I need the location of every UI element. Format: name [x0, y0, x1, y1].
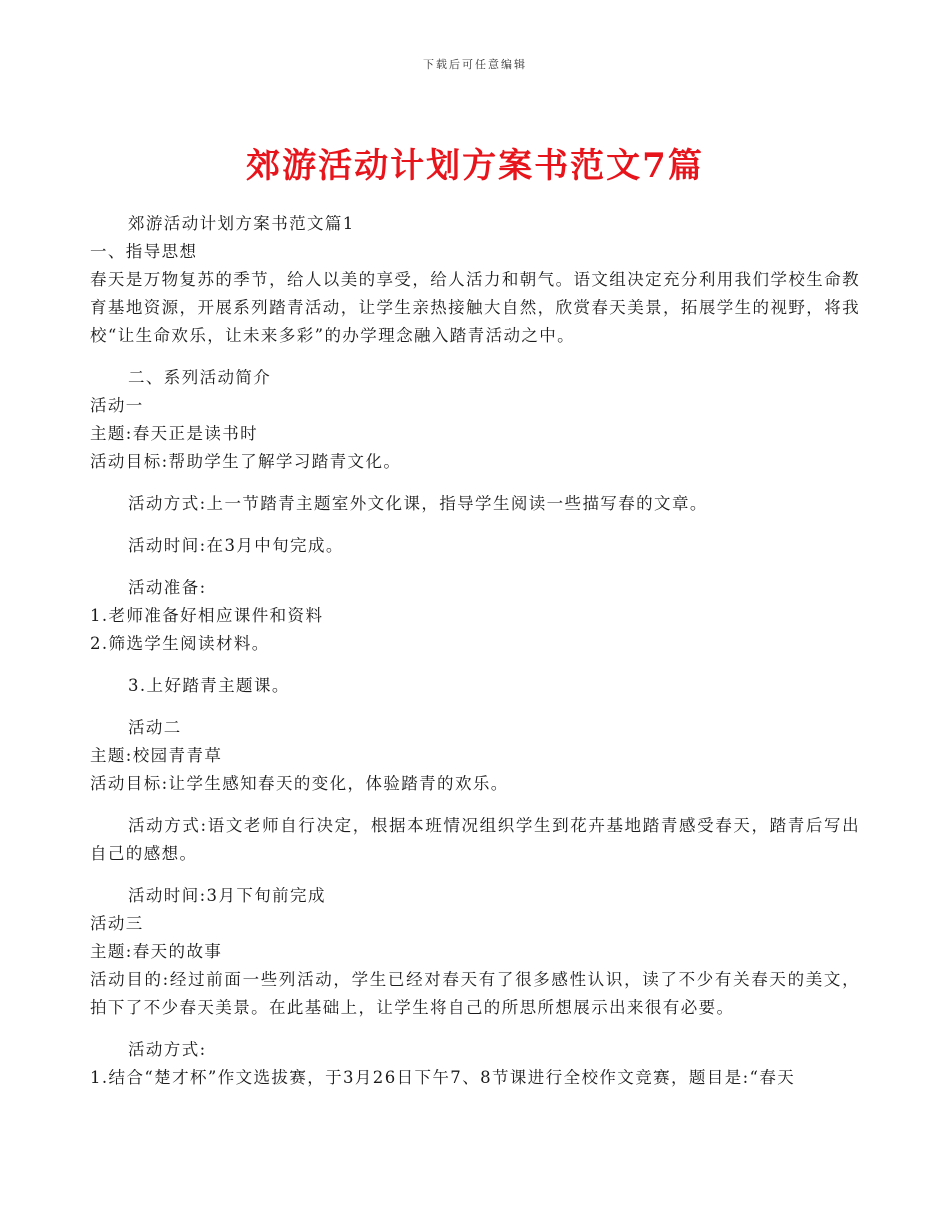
activity-goal: 活动目的:经过前面一些列活动，学生已经对春天有了很多感性认识，读了不少有关春天的美文，拍下了不少春天美景。在此基础上，让学生将自己的所思所想展示出来很有必要。 — [90, 970, 860, 1017]
activity-heading: 活动三 — [90, 914, 144, 933]
document-title: 郊游活动计划方案书范文7篇 — [246, 146, 704, 186]
list-item: 2.筛选学生阅读材料。 — [90, 634, 270, 653]
section-heading: 郊游活动计划方案书范文篇1 — [128, 214, 355, 233]
list-item: 1.结合“楚才杯”作文选拔赛，于3月26日下午7、8节课进行全校作文竞赛，题目是:“春天 — [90, 1068, 796, 1087]
activity-heading: 活动二 — [128, 718, 182, 737]
paragraph: 春天是万物复苏的季节，给人以美的享受，给人活力和朝气。语文组决定充分利用我们学校生命教育基地资源，开展系列踏青活动，让学生亲热接触大自然，欣赏春天美景，拓展学生的视野，将我校“让生命欢乐，让未来多彩”的办学理念融入踏青活动之中。 — [90, 270, 860, 345]
section-subheading: 二、系列活动简介 — [128, 368, 272, 387]
activity-method: 活动方式: — [128, 1040, 207, 1059]
list-item: 3.上好踏青主题课。 — [128, 676, 290, 695]
list-item: 1.老师准备好相应课件和资料 — [90, 606, 324, 625]
activity-method: 活动方式:上一节踏青主题室外文化课，指导学生阅读一些描写春的文章。 — [128, 494, 708, 513]
page-header-note: 下载后可任意编辑 — [423, 58, 527, 71]
activity-theme: 主题:校园青青草 — [90, 746, 223, 765]
activity-time: 活动时间:3月下旬前完成 — [128, 886, 326, 905]
activity-goal: 活动目标:帮助学生了解学习踏青文化。 — [90, 452, 402, 471]
activity-heading: 活动一 — [90, 396, 144, 415]
activity-theme: 主题:春天的故事 — [90, 942, 223, 961]
activity-preparation: 活动准备: — [128, 578, 207, 597]
activity-time: 活动时间:在3月中旬完成。 — [128, 536, 344, 555]
document-body — [90, 210, 860, 1092]
activity-goal: 活动目标:让学生感知春天的变化，体验踏青的欢乐。 — [90, 774, 509, 793]
activity-method: 活动方式:语文老师自行决定，根据本班情况组织学生到花卉基地踏青感受春天，踏青后写出自己的感想。 — [90, 816, 860, 863]
activity-theme: 主题:春天正是读书时 — [90, 424, 259, 443]
section-subheading: 一、指导思想 — [90, 242, 198, 261]
